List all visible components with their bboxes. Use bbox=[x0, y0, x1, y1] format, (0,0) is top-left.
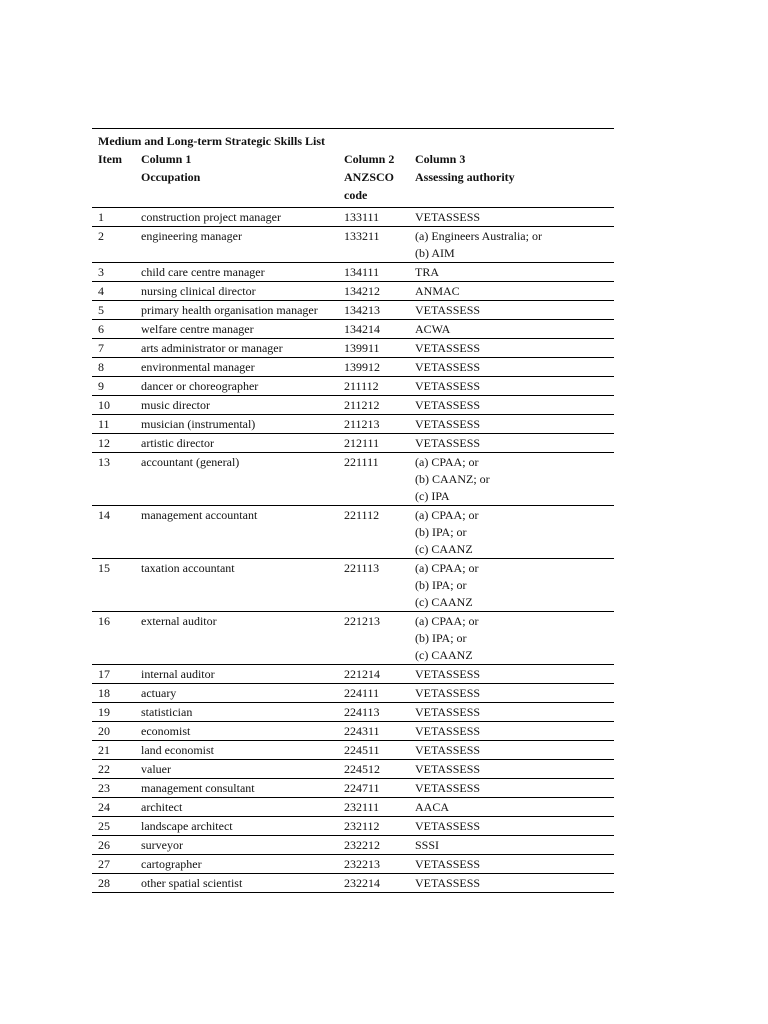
table-row bbox=[92, 396, 614, 415]
occupation-name: actuary bbox=[135, 684, 338, 703]
header-authority-column: Column 3 bbox=[415, 152, 466, 166]
anzsco-code: 232112 bbox=[338, 817, 409, 836]
assessing-authority-line: (b) CAANZ; or bbox=[415, 472, 490, 486]
anzsco-code: 139911 bbox=[338, 339, 409, 358]
assessing-authority-line: (c) CAANZ bbox=[415, 595, 473, 609]
header-code bbox=[338, 150, 409, 208]
item-number: 18 bbox=[92, 684, 135, 703]
item-number: 23 bbox=[92, 779, 135, 798]
item-number: 22 bbox=[92, 760, 135, 779]
anzsco-code: 221214 bbox=[338, 665, 409, 684]
occupation-name: surveyor bbox=[135, 836, 338, 855]
assessing-authority-line: VETASSESS bbox=[415, 762, 481, 776]
table-row bbox=[92, 612, 614, 665]
assessing-authority-line: VETASSESS bbox=[415, 686, 481, 700]
occupation-name: arts administrator or manager bbox=[135, 339, 338, 358]
table-row bbox=[92, 874, 614, 893]
table-body bbox=[92, 208, 614, 893]
table-row bbox=[92, 377, 614, 396]
item-number: 16 bbox=[92, 612, 135, 665]
assessing-authority-line: (c) IPA bbox=[415, 489, 450, 503]
table-row bbox=[92, 559, 614, 612]
assessing-authority-line: (b) IPA; or bbox=[415, 525, 467, 539]
table-row bbox=[92, 358, 614, 377]
assessing-authority-line: VETASSESS bbox=[415, 724, 481, 738]
occupation-name: child care centre manager bbox=[135, 263, 338, 282]
assessing-authority bbox=[409, 415, 614, 434]
item-number: 9 bbox=[92, 377, 135, 396]
occupation-name: taxation accountant bbox=[135, 559, 338, 612]
occupation-name: environmental manager bbox=[135, 358, 338, 377]
assessing-authority bbox=[409, 263, 614, 282]
assessing-authority-line: VETASSESS bbox=[415, 819, 481, 833]
assessing-authority bbox=[409, 836, 614, 855]
header-occupation-column: Column 1 bbox=[141, 152, 192, 166]
anzsco-code: 211112 bbox=[338, 377, 409, 396]
item-number: 7 bbox=[92, 339, 135, 358]
item-number: 10 bbox=[92, 396, 135, 415]
table-caption-row bbox=[92, 129, 614, 151]
table-row bbox=[92, 227, 614, 263]
anzsco-code: 224512 bbox=[338, 760, 409, 779]
header-authority bbox=[409, 150, 614, 208]
table-row bbox=[92, 779, 614, 798]
occupation-name: external auditor bbox=[135, 612, 338, 665]
assessing-authority-line: (b) IPA; or bbox=[415, 578, 467, 592]
assessing-authority-line: (a) Engineers Australia; or bbox=[415, 229, 542, 243]
assessing-authority-line: VETASSESS bbox=[415, 379, 481, 393]
table-row bbox=[92, 320, 614, 339]
assessing-authority-line: (c) CAANZ bbox=[415, 648, 473, 662]
assessing-authority bbox=[409, 320, 614, 339]
occupation-name: architect bbox=[135, 798, 338, 817]
anzsco-code: 221111 bbox=[338, 453, 409, 506]
item-number: 3 bbox=[92, 263, 135, 282]
assessing-authority-line: VETASSESS bbox=[415, 743, 481, 757]
item-number: 15 bbox=[92, 559, 135, 612]
occupation-name: music director bbox=[135, 396, 338, 415]
assessing-authority-line: VETASSESS bbox=[415, 781, 481, 795]
assessing-authority bbox=[409, 722, 614, 741]
item-number: 1 bbox=[92, 208, 135, 227]
table-row bbox=[92, 301, 614, 320]
occupation-name: cartographer bbox=[135, 855, 338, 874]
anzsco-code: 224311 bbox=[338, 722, 409, 741]
assessing-authority-line: VETASSESS bbox=[415, 360, 481, 374]
anzsco-code: 221213 bbox=[338, 612, 409, 665]
assessing-authority-line: VETASSESS bbox=[415, 417, 481, 431]
table-row bbox=[92, 798, 614, 817]
assessing-authority-line: VETASSESS bbox=[415, 303, 481, 317]
item-number: 28 bbox=[92, 874, 135, 893]
assessing-authority-line: (a) CPAA; or bbox=[415, 508, 479, 522]
assessing-authority bbox=[409, 612, 614, 665]
table-row bbox=[92, 817, 614, 836]
assessing-authority bbox=[409, 227, 614, 263]
table-row bbox=[92, 855, 614, 874]
assessing-authority bbox=[409, 684, 614, 703]
item-number: 2 bbox=[92, 227, 135, 263]
occupation-name: economist bbox=[135, 722, 338, 741]
assessing-authority-line: TRA bbox=[415, 265, 439, 279]
anzsco-code: 221112 bbox=[338, 506, 409, 559]
item-number: 20 bbox=[92, 722, 135, 741]
table-row bbox=[92, 722, 614, 741]
item-number: 26 bbox=[92, 836, 135, 855]
assessing-authority-line: (a) CPAA; or bbox=[415, 614, 479, 628]
assessing-authority bbox=[409, 301, 614, 320]
assessing-authority bbox=[409, 855, 614, 874]
assessing-authority-line: (b) AIM bbox=[415, 246, 455, 260]
anzsco-code: 224111 bbox=[338, 684, 409, 703]
assessing-authority bbox=[409, 358, 614, 377]
anzsco-code: 139912 bbox=[338, 358, 409, 377]
item-number: 6 bbox=[92, 320, 135, 339]
assessing-authority-line: VETASSESS bbox=[415, 857, 481, 871]
table-row bbox=[92, 434, 614, 453]
assessing-authority-line: (a) CPAA; or bbox=[415, 561, 479, 575]
anzsco-code: 212111 bbox=[338, 434, 409, 453]
anzsco-code: 221113 bbox=[338, 559, 409, 612]
item-number: 12 bbox=[92, 434, 135, 453]
table-row bbox=[92, 741, 614, 760]
occupation-name: primary health organisation manager bbox=[135, 301, 338, 320]
occupation-name: landscape architect bbox=[135, 817, 338, 836]
assessing-authority-line: VETASSESS bbox=[415, 210, 481, 224]
assessing-authority bbox=[409, 339, 614, 358]
assessing-authority-line: VETASSESS bbox=[415, 667, 481, 681]
assessing-authority bbox=[409, 396, 614, 415]
assessing-authority-line: SSSI bbox=[415, 838, 440, 852]
occupation-name: nursing clinical director bbox=[135, 282, 338, 301]
table-row bbox=[92, 684, 614, 703]
assessing-authority-line: (b) IPA; or bbox=[415, 631, 467, 645]
table-row bbox=[92, 282, 614, 301]
anzsco-code: 232111 bbox=[338, 798, 409, 817]
occupation-name: management consultant bbox=[135, 779, 338, 798]
assessing-authority bbox=[409, 559, 614, 612]
anzsco-code: 134212 bbox=[338, 282, 409, 301]
anzsco-code: 133211 bbox=[338, 227, 409, 263]
table-row bbox=[92, 208, 614, 227]
anzsco-code: 134214 bbox=[338, 320, 409, 339]
assessing-authority bbox=[409, 453, 614, 506]
occupation-name: statistician bbox=[135, 703, 338, 722]
assessing-authority-line: (a) CPAA; or bbox=[415, 455, 479, 469]
assessing-authority-line: AACA bbox=[415, 800, 450, 814]
table-row bbox=[92, 263, 614, 282]
table-row bbox=[92, 665, 614, 684]
item-number: 4 bbox=[92, 282, 135, 301]
assessing-authority bbox=[409, 817, 614, 836]
anzsco-code: 232213 bbox=[338, 855, 409, 874]
assessing-authority bbox=[409, 874, 614, 893]
item-number: 8 bbox=[92, 358, 135, 377]
item-number: 24 bbox=[92, 798, 135, 817]
header-code-column: Column 2 bbox=[344, 152, 395, 166]
item-number: 11 bbox=[92, 415, 135, 434]
anzsco-code: 224711 bbox=[338, 779, 409, 798]
occupation-name: construction project manager bbox=[135, 208, 338, 227]
assessing-authority bbox=[409, 377, 614, 396]
table-row bbox=[92, 453, 614, 506]
anzsco-code: 232214 bbox=[338, 874, 409, 893]
assessing-authority bbox=[409, 434, 614, 453]
table-row bbox=[92, 703, 614, 722]
occupation-name: musician (instrumental) bbox=[135, 415, 338, 434]
item-number: 13 bbox=[92, 453, 135, 506]
header-authority-label: Assessing authority bbox=[415, 170, 515, 184]
header-occupation bbox=[135, 150, 338, 208]
assessing-authority bbox=[409, 282, 614, 301]
assessing-authority bbox=[409, 779, 614, 798]
anzsco-code: 211213 bbox=[338, 415, 409, 434]
assessing-authority bbox=[409, 665, 614, 684]
item-number: 19 bbox=[92, 703, 135, 722]
item-number: 27 bbox=[92, 855, 135, 874]
anzsco-code: 211212 bbox=[338, 396, 409, 415]
occupation-name: engineering manager bbox=[135, 227, 338, 263]
table-row bbox=[92, 836, 614, 855]
item-number: 25 bbox=[92, 817, 135, 836]
assessing-authority-line: VETASSESS bbox=[415, 876, 481, 890]
assessing-authority bbox=[409, 208, 614, 227]
item-number: 5 bbox=[92, 301, 135, 320]
header-code-label: ANZSCO code bbox=[344, 170, 395, 202]
anzsco-code: 232212 bbox=[338, 836, 409, 855]
assessing-authority-line: ANMAC bbox=[415, 284, 460, 298]
occupation-name: other spatial scientist bbox=[135, 874, 338, 893]
anzsco-code: 134213 bbox=[338, 301, 409, 320]
skills-list-table bbox=[92, 128, 614, 893]
assessing-authority bbox=[409, 703, 614, 722]
assessing-authority bbox=[409, 798, 614, 817]
item-number: 21 bbox=[92, 741, 135, 760]
assessing-authority bbox=[409, 741, 614, 760]
assessing-authority-line: VETASSESS bbox=[415, 341, 481, 355]
anzsco-code: 134111 bbox=[338, 263, 409, 282]
anzsco-code: 224113 bbox=[338, 703, 409, 722]
assessing-authority-line: VETASSESS bbox=[415, 398, 481, 412]
table-header-row bbox=[92, 150, 614, 208]
anzsco-code: 224511 bbox=[338, 741, 409, 760]
occupation-name: internal auditor bbox=[135, 665, 338, 684]
table-row bbox=[92, 506, 614, 559]
assessing-authority-line: ACWA bbox=[415, 322, 451, 336]
assessing-authority bbox=[409, 506, 614, 559]
assessing-authority bbox=[409, 760, 614, 779]
table-row bbox=[92, 339, 614, 358]
header-item: Item bbox=[92, 150, 135, 208]
assessing-authority-line: VETASSESS bbox=[415, 436, 481, 450]
occupation-name: management accountant bbox=[135, 506, 338, 559]
occupation-name: land economist bbox=[135, 741, 338, 760]
item-number: 17 bbox=[92, 665, 135, 684]
anzsco-code: 133111 bbox=[338, 208, 409, 227]
header-occupation-label: Occupation bbox=[141, 170, 201, 184]
occupation-name: welfare centre manager bbox=[135, 320, 338, 339]
table-row bbox=[92, 760, 614, 779]
occupation-name: artistic director bbox=[135, 434, 338, 453]
occupation-name: dancer or choreographer bbox=[135, 377, 338, 396]
assessing-authority-line: VETASSESS bbox=[415, 705, 481, 719]
table-caption: Medium and Long-term Strategic Skills List bbox=[92, 129, 614, 151]
occupation-name: valuer bbox=[135, 760, 338, 779]
assessing-authority-line: (c) CAANZ bbox=[415, 542, 473, 556]
item-number: 14 bbox=[92, 506, 135, 559]
table-row bbox=[92, 415, 614, 434]
occupation-name: accountant (general) bbox=[135, 453, 338, 506]
